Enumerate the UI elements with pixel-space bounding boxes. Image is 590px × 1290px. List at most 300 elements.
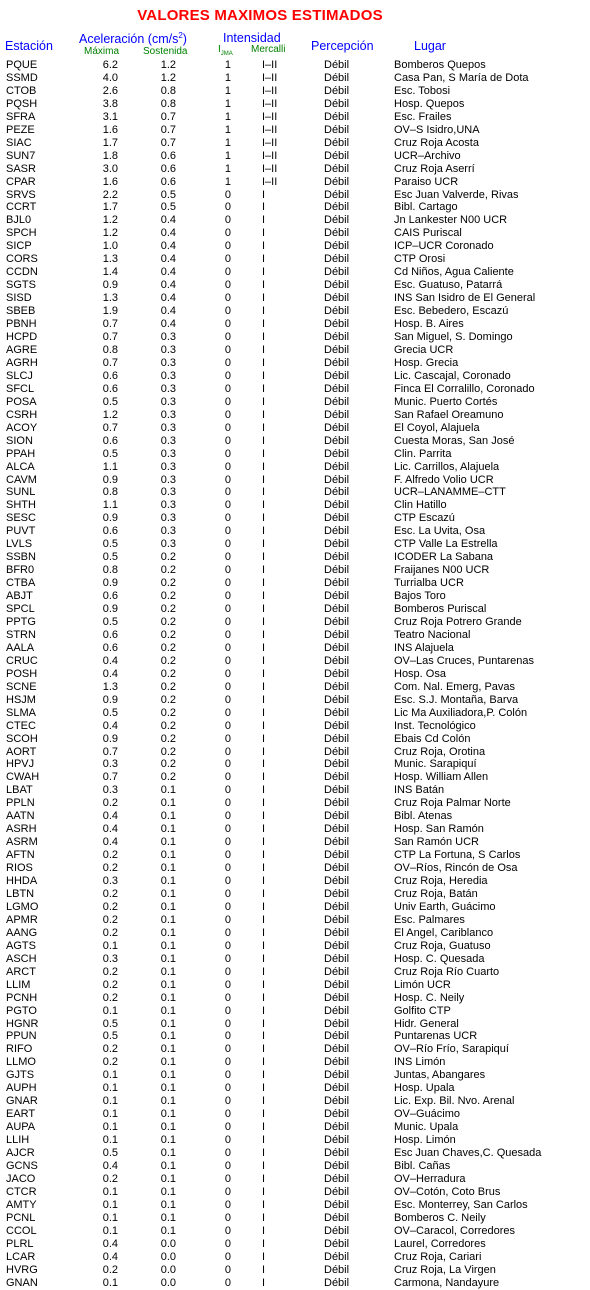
mercalli-intensity: I (262, 875, 266, 888)
sustained-accel: 0.8 (160, 84, 176, 97)
ijma-intensity: 0 (224, 719, 231, 732)
perception: Débil (324, 343, 350, 356)
perception: Débil (324, 913, 350, 926)
table-row (0, 1043, 590, 1056)
location: Hosp. Quepos (394, 97, 465, 110)
ijma-intensity: 0 (224, 1224, 231, 1237)
location: INS San Isidro de El General (394, 292, 536, 305)
perception: Débil (324, 59, 350, 71)
sustained-accel: 0.1 (160, 862, 176, 875)
ijma-intensity: 0 (224, 577, 231, 590)
perception: Débil (324, 97, 350, 110)
station-code: GJTS (6, 1069, 35, 1082)
sustained-accel: 0.5 (160, 201, 176, 214)
table-row (0, 746, 590, 759)
ijma-intensity: 0 (224, 939, 231, 952)
ijma-intensity: 0 (224, 913, 231, 926)
mercalli-intensity: I (262, 1172, 266, 1185)
subheader-maxima: Máxima (84, 46, 120, 57)
location: Cuesta Moras, San José (394, 434, 515, 447)
table-row (0, 124, 590, 137)
station-code: SSMD (6, 71, 38, 84)
perception: Débil (324, 603, 350, 616)
station-code: LBTN (6, 888, 35, 900)
ijma-intensity: 0 (224, 732, 231, 745)
station-code: SFCL (6, 382, 35, 395)
table-row (0, 486, 590, 499)
sustained-accel: 0.2 (160, 706, 176, 719)
sustained-accel: 0.2 (160, 758, 176, 771)
max-accel: 6.2 (102, 59, 118, 71)
mercalli-intensity: I (262, 1263, 266, 1276)
sustained-accel: 0.1 (160, 1224, 176, 1237)
station-code: PEZE (6, 123, 35, 136)
mercalli-intensity: I (262, 1237, 266, 1250)
mercalli-intensity: I (262, 758, 266, 771)
location: Hidr. General (394, 1017, 459, 1030)
mercalli-intensity: I (262, 214, 266, 227)
subheader-mercalli: Mercalli (251, 44, 286, 55)
ijma-intensity: 0 (224, 253, 231, 266)
sustained-accel: 0.2 (160, 654, 176, 667)
location: El Angel, Cariblanco (394, 926, 494, 939)
sustained-accel: 0.1 (160, 1198, 176, 1211)
station-code: SUNL (6, 486, 36, 499)
sustained-accel: 0.1 (160, 900, 176, 913)
station-code: AFTN (6, 849, 35, 862)
location: San Ramón UCR (394, 836, 479, 849)
perception: Débil (324, 71, 350, 84)
perception: Débil (324, 1095, 350, 1108)
mercalli-intensity: I–II (262, 136, 278, 149)
station-code: CTOB (6, 84, 37, 97)
station-code: GCNS (6, 1160, 38, 1173)
station-code: PQUE (6, 59, 38, 71)
mercalli-intensity: I (262, 486, 266, 499)
ijma-intensity: 0 (224, 706, 231, 719)
mercalli-intensity: I (262, 356, 266, 369)
mercalli-intensity: I (262, 331, 266, 344)
max-accel: 0.3 (102, 784, 118, 797)
sustained-accel: 0.6 (160, 175, 176, 188)
sustained-accel: 0.4 (160, 266, 176, 279)
station-code: CTCR (6, 1185, 37, 1198)
table-row (0, 1251, 590, 1264)
max-accel: 0.9 (102, 603, 118, 616)
max-accel: 2.6 (102, 84, 118, 97)
mercalli-intensity: I (262, 499, 266, 512)
table-row (0, 1225, 590, 1238)
perception: Débil (324, 693, 350, 706)
page-title: VALORES MAXIMOS ESTIMADOS (137, 7, 383, 24)
sustained-accel: 0.7 (160, 123, 176, 136)
sustained-accel: 0.1 (160, 823, 176, 836)
sustained-accel: 0.1 (160, 1134, 176, 1147)
table-row (0, 551, 590, 564)
perception: Débil (324, 447, 350, 460)
table-row (0, 823, 590, 836)
location: Hosp. B. Aires (394, 318, 464, 331)
max-accel: 0.7 (102, 356, 118, 369)
mercalli-intensity: I (262, 551, 266, 564)
header-lugar: Lugar (414, 39, 446, 53)
mercalli-intensity: I (262, 680, 266, 693)
max-accel: 2.2 (102, 188, 118, 201)
table-row (0, 1030, 590, 1043)
location: Esc. Tobosi (394, 84, 451, 97)
sustained-accel: 0.2 (160, 590, 176, 603)
perception: Débil (324, 356, 350, 369)
perception: Débil (324, 1198, 350, 1211)
station-code: HCPD (6, 331, 38, 344)
table-row (0, 862, 590, 875)
station-code: SHTH (6, 499, 36, 512)
location: Hosp. William Allen (394, 771, 489, 784)
table-row (0, 655, 590, 668)
mercalli-intensity: I (262, 1250, 266, 1263)
ijma-intensity: 0 (224, 201, 231, 214)
perception: Débil (324, 706, 350, 719)
table-row (0, 525, 590, 538)
mercalli-intensity: I (262, 240, 266, 253)
ijma-intensity: 0 (224, 356, 231, 369)
table-row (0, 927, 590, 940)
max-accel: 0.9 (102, 473, 118, 486)
max-accel: 0.1 (102, 939, 118, 952)
table-row (0, 214, 590, 227)
max-accel: 0.2 (102, 1263, 118, 1276)
location: Bomberos Quepos (394, 59, 486, 71)
location: San Rafael Oreamuno (394, 408, 504, 421)
location: Hosp. San Ramón (394, 823, 484, 836)
perception: Débil (324, 1263, 350, 1276)
station-code: PBNH (6, 318, 37, 331)
location: Hosp. Upala (394, 1082, 455, 1095)
table-row (0, 98, 590, 111)
mercalli-intensity: I (262, 382, 266, 395)
mercalli-intensity: I (262, 201, 266, 214)
ijma-intensity: 0 (224, 888, 231, 900)
max-accel: 0.4 (102, 719, 118, 732)
mercalli-intensity: I (262, 305, 266, 318)
table-row (0, 642, 590, 655)
perception: Débil (324, 745, 350, 758)
perception: Débil (324, 240, 350, 253)
max-accel: 0.2 (102, 900, 118, 913)
table-row (0, 176, 590, 189)
ijma-intensity: 0 (224, 1082, 231, 1095)
max-accel: 0.4 (102, 836, 118, 849)
mercalli-intensity: I (262, 473, 266, 486)
station-code: SCOH (6, 732, 38, 745)
perception: Débil (324, 784, 350, 797)
ijma-intensity: 0 (224, 628, 231, 641)
perception: Débil (324, 188, 350, 201)
sustained-accel: 0.4 (160, 318, 176, 331)
perception: Débil (324, 615, 350, 628)
location: OV–Las Cruces, Puntarenas (394, 654, 535, 667)
station-code: AALA (6, 641, 35, 654)
station-code: SISD (6, 292, 32, 305)
sustained-accel: 0.1 (160, 1185, 176, 1198)
perception: Débil (324, 564, 350, 577)
station-code: AUPA (6, 1121, 36, 1134)
perception: Débil (324, 123, 350, 136)
max-accel: 0.4 (102, 1237, 118, 1250)
max-accel: 1.3 (102, 253, 118, 266)
table-row (0, 59, 590, 72)
max-accel: 0.9 (102, 732, 118, 745)
mercalli-intensity: I (262, 434, 266, 447)
perception: Débil (324, 382, 350, 395)
max-accel: 3.8 (102, 97, 118, 110)
station-code: SCNE (6, 680, 37, 693)
ijma-intensity: 0 (224, 693, 231, 706)
station-code: ASRM (6, 836, 38, 849)
max-accel: 0.8 (102, 564, 118, 577)
table-row (0, 1095, 590, 1108)
ijma-intensity: 0 (224, 525, 231, 538)
location: Cruz Roja Palmar Norte (394, 797, 511, 810)
sustained-accel: 0.3 (160, 421, 176, 434)
ijma-intensity: 0 (224, 965, 231, 978)
table-row (0, 784, 590, 797)
perception: Débil (324, 434, 350, 447)
location: Lic. Carrillos, Alajuela (394, 460, 500, 473)
mercalli-intensity: I (262, 1056, 266, 1069)
ijma-intensity: 1 (224, 71, 231, 84)
table-row (0, 681, 590, 694)
max-accel: 0.8 (102, 343, 118, 356)
sustained-accel: 1.2 (160, 71, 176, 84)
perception: Débil (324, 369, 350, 382)
ijma-intensity: 0 (224, 862, 231, 875)
max-accel: 0.1 (102, 1121, 118, 1134)
table-row (0, 940, 590, 953)
subheader-sostenida: Sostenida (143, 46, 188, 57)
max-accel: 0.2 (102, 926, 118, 939)
max-accel: 0.5 (102, 706, 118, 719)
location: CTP La Fortuna, S Carlos (394, 849, 521, 862)
sustained-accel: 0.4 (160, 253, 176, 266)
max-accel: 0.7 (102, 745, 118, 758)
station-code: SIAC (6, 136, 32, 149)
perception: Débil (324, 1043, 350, 1056)
sustained-accel: 0.1 (160, 1108, 176, 1121)
sustained-accel: 0.3 (160, 408, 176, 421)
perception: Débil (324, 1108, 350, 1121)
location: Com. Nal. Emerg, Pavas (394, 680, 516, 693)
station-code: SFRA (6, 110, 36, 123)
table-row (0, 318, 590, 331)
table-row (0, 163, 590, 176)
ijma-intensity: 0 (224, 1263, 231, 1276)
max-accel: 0.5 (102, 1030, 118, 1043)
station-code: APMR (6, 913, 38, 926)
ijma-intensity: 0 (224, 1250, 231, 1263)
location: El Coyol, Alajuela (394, 421, 480, 434)
location: Esc. S.J. Montaña, Barva (394, 693, 519, 706)
subheader-ijma (218, 44, 233, 57)
station-code: ASCH (6, 952, 37, 965)
max-accel: 0.9 (102, 279, 118, 292)
table-row (0, 1238, 590, 1251)
table-row (0, 771, 590, 784)
max-accel: 0.2 (102, 965, 118, 978)
mercalli-intensity: I (262, 292, 266, 305)
perception: Débil (324, 1147, 350, 1160)
table-row (0, 538, 590, 551)
station-code: GNAN (6, 1276, 38, 1289)
ijma-intensity: 0 (224, 305, 231, 318)
sustained-accel: 0.2 (160, 577, 176, 590)
perception: Débil (324, 628, 350, 641)
location: OV–Herradura (394, 1172, 466, 1185)
station-code: AMTY (6, 1198, 37, 1211)
sustained-accel: 0.1 (160, 1030, 176, 1043)
max-accel: 0.1 (102, 1095, 118, 1108)
sustained-accel: 0.1 (160, 1147, 176, 1160)
max-accel: 1.6 (102, 175, 118, 188)
mercalli-intensity: I (262, 1185, 266, 1198)
max-accel: 0.8 (102, 486, 118, 499)
sustained-accel: 0.7 (160, 110, 176, 123)
station-code: CTBA (6, 577, 36, 590)
ijma-intensity: 0 (224, 551, 231, 564)
perception: Débil (324, 227, 350, 240)
mercalli-intensity: I (262, 732, 266, 745)
sustained-accel: 0.1 (160, 1082, 176, 1095)
station-code: CPAR (6, 175, 36, 188)
station-code: ABJT (6, 590, 33, 603)
perception: Débil (324, 1069, 350, 1082)
location: UCR–LANAMME–CTT (394, 486, 506, 499)
perception: Débil (324, 253, 350, 266)
location: INS Alajuela (394, 641, 454, 654)
location: Hosp. Limón (394, 1134, 456, 1147)
sustained-accel: 1.2 (160, 59, 176, 71)
perception: Débil (324, 758, 350, 771)
location: F. Alfredo Volio UCR (394, 473, 494, 486)
ijma-intensity: 0 (224, 214, 231, 227)
location: Cruz Roja, Guatuso (394, 939, 491, 952)
perception: Débil (324, 849, 350, 862)
max-accel: 0.2 (102, 991, 118, 1004)
mercalli-intensity: I (262, 1004, 266, 1017)
ijma-intensity: 1 (224, 149, 231, 162)
location: Inst. Tecnológico (394, 719, 476, 732)
table-row (0, 1173, 590, 1186)
location: Esc Juan Valverde, Rivas (394, 188, 519, 201)
location: CTP Orosi (394, 253, 446, 266)
header-estacion: Estación (5, 39, 53, 53)
table-row (0, 875, 590, 888)
location: Cruz Roja, Cariari (394, 1250, 482, 1263)
mercalli-intensity: I (262, 1108, 266, 1121)
sustained-accel: 0.7 (160, 136, 176, 149)
mercalli-intensity: I–II (262, 175, 278, 188)
station-code: LLMO (6, 1056, 36, 1069)
ijma-intensity: 0 (224, 369, 231, 382)
max-accel: 0.3 (102, 758, 118, 771)
sustained-accel: 0.1 (160, 797, 176, 810)
station-code: RIFO (6, 1043, 33, 1056)
perception: Débil (324, 201, 350, 214)
location: Esc. Monterrey, San Carlos (394, 1198, 528, 1211)
station-code: PPUN (6, 1030, 37, 1043)
table-row (0, 603, 590, 616)
location: Limón UCR (394, 978, 451, 991)
station-code: CCDN (6, 266, 38, 279)
sustained-accel: 0.3 (160, 382, 176, 395)
perception: Débil (324, 836, 350, 849)
mercalli-intensity: I (262, 965, 266, 978)
station-code: PQSH (6, 97, 38, 110)
location: Lic. Cascajal, Coronado (394, 369, 511, 382)
max-accel: 0.2 (102, 913, 118, 926)
table-row (0, 1018, 590, 1031)
station-code: CSRH (6, 408, 38, 421)
location: OV–Río Frío, Sarapiquí (394, 1043, 509, 1056)
station-code: STRN (6, 628, 36, 641)
sustained-accel: 0.1 (160, 1172, 176, 1185)
ijma-intensity: 0 (224, 447, 231, 460)
table-row (0, 499, 590, 512)
sustained-accel: 0.1 (160, 939, 176, 952)
location: Finca El Corralillo, Coronado (394, 382, 535, 395)
ijma-intensity: 0 (224, 473, 231, 486)
location: Munic. Puerto Cortés (394, 395, 498, 408)
ijma-intensity: 0 (224, 784, 231, 797)
table-row (0, 279, 590, 292)
station-code: LLIM (6, 978, 31, 991)
table-row (0, 668, 590, 681)
location: OV–Ríos, Rincón de Osa (394, 862, 518, 875)
max-accel: 3.1 (102, 110, 118, 123)
table-row (0, 474, 590, 487)
perception: Débil (324, 810, 350, 823)
max-accel: 0.2 (102, 888, 118, 900)
sustained-accel: 0.1 (160, 810, 176, 823)
max-accel: 0.6 (102, 434, 118, 447)
station-code: BJL0 (6, 214, 32, 227)
subheader-ijma-sub: JMA (220, 51, 233, 57)
ijma-intensity: 1 (224, 175, 231, 188)
max-accel: 0.1 (102, 1069, 118, 1082)
ijma-intensity: 0 (224, 823, 231, 836)
mercalli-intensity: I–II (262, 71, 278, 84)
ijma-intensity: 0 (224, 1134, 231, 1147)
sustained-accel: 0.1 (160, 1211, 176, 1224)
mercalli-intensity: I (262, 1121, 266, 1134)
perception: Débil (324, 162, 350, 175)
sustained-accel: 0.4 (160, 292, 176, 305)
perception: Débil (324, 395, 350, 408)
ijma-intensity: 0 (224, 978, 231, 991)
ijma-intensity: 1 (224, 136, 231, 149)
location: Cruz Roja, Orotina (394, 745, 486, 758)
station-code: CTEC (6, 719, 36, 732)
table-row (0, 331, 590, 344)
max-accel: 0.6 (102, 382, 118, 395)
ijma-intensity: 0 (224, 227, 231, 240)
ijma-intensity: 0 (224, 1211, 231, 1224)
perception: Débil (324, 175, 350, 188)
sustained-accel: 0.1 (160, 875, 176, 888)
mercalli-intensity: I (262, 862, 266, 875)
mercalli-intensity: I (262, 849, 266, 862)
location: Hosp. C. Quesada (394, 952, 485, 965)
